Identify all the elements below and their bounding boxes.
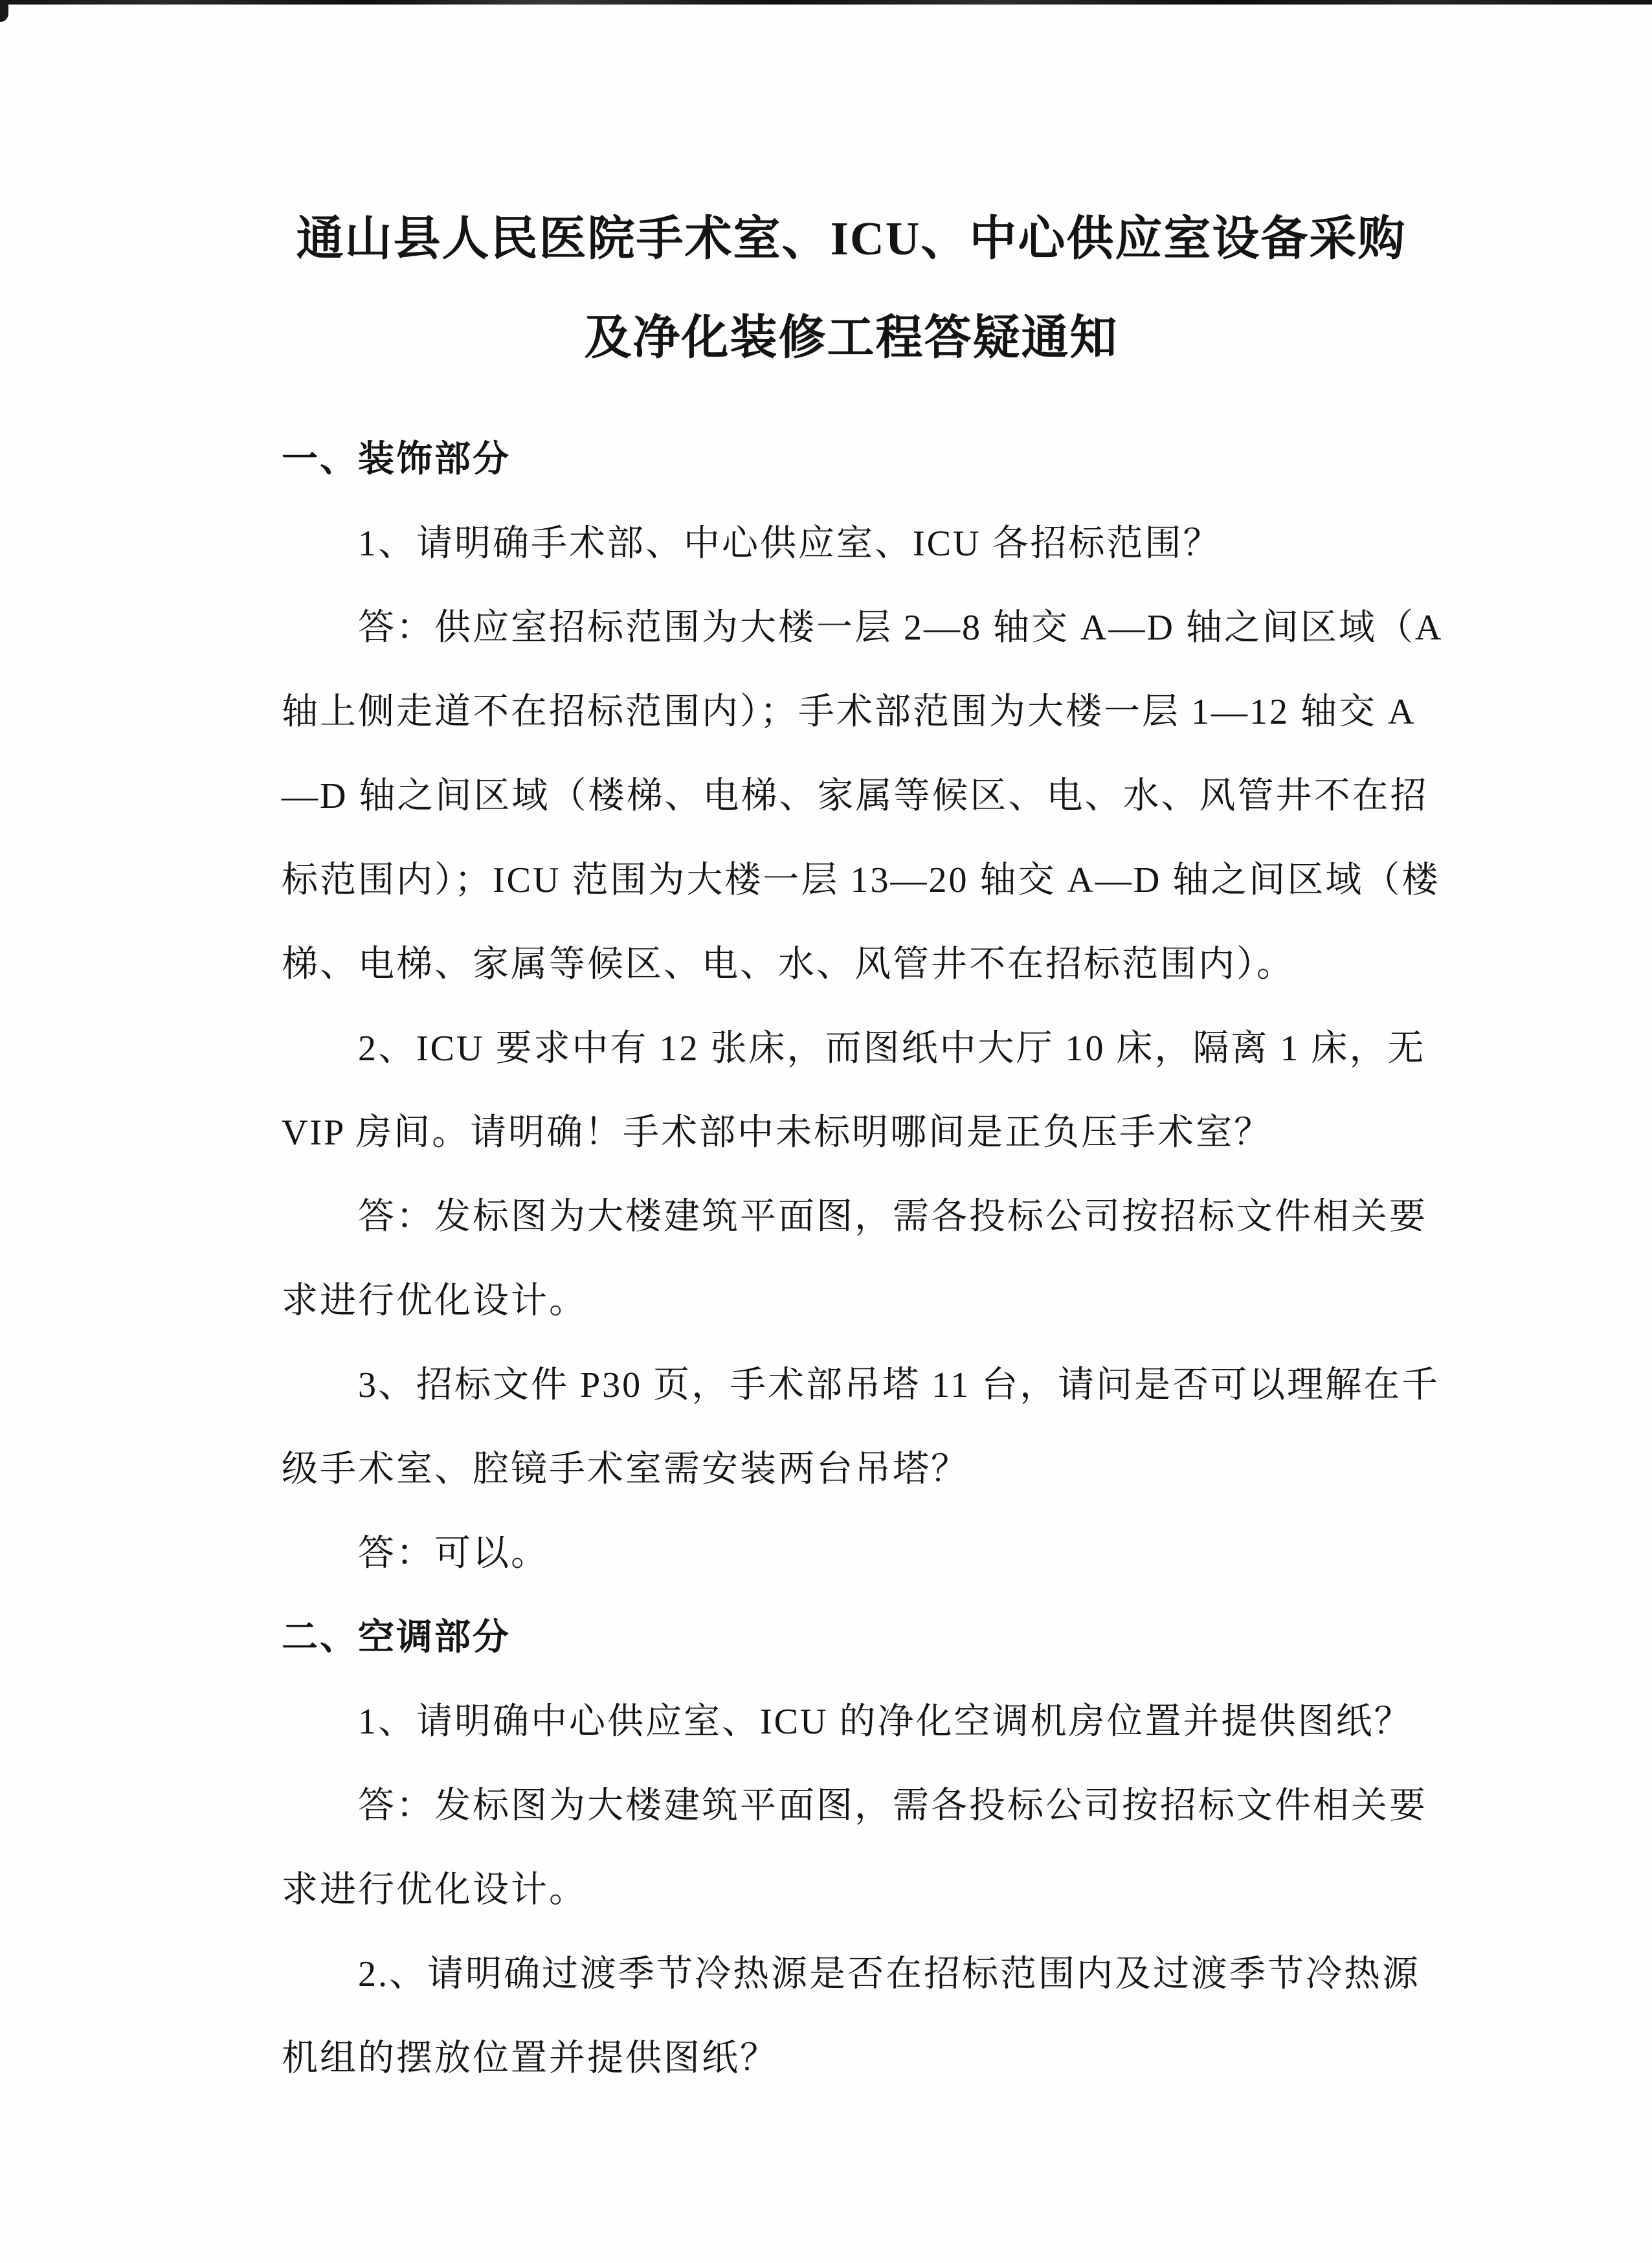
s2-answer-1-line-1: 答：发标图为大楼建筑平面图，需各投标公司按招标文件相关要 [358, 1786, 1427, 1826]
s2-question-2-line-2: 机组的摆放位置并提供图纸？ [282, 2038, 778, 2079]
s1-question-3-line-1: 3、招标文件 P30 页，手术部吊塔 11 台，请问是否可以理解在千 [358, 1365, 1440, 1405]
s2-question-2-line-1: 2.、请明确过渡季节冷热源是否在招标范围内及过渡季节冷热源 [358, 1954, 1420, 1994]
scanner-corner-artifact [0, 0, 8, 22]
s1-answer-1-line-1: 答：供应室招标范围为大楼一层 2—8 轴交 A—D 轴之间区域（A [358, 608, 1444, 648]
s1-answer-2-line-2: 求进行优化设计。 [282, 1281, 587, 1321]
document-body [282, 418, 1444, 2101]
s1-question-3-line-2: 级手术室、腔镜手术室需安装两台吊塔？ [282, 1449, 969, 1489]
section-1-heading: 一、装饰部分 [282, 440, 511, 480]
s1-question-1: 1、请明确手术部、中心供应室、ICU 各招标范围？ [358, 524, 1222, 564]
s1-answer-1-line-3: —D 轴之间区域（楼梯、电梯、家属等候区、电、水、风管井不在招 [282, 776, 1429, 816]
s2-question-1: 1、请明确中心供应室、ICU 的净化空调机房位置并提供图纸？ [358, 1702, 1412, 1742]
s1-answer-1-line-4: 标范围内）；ICU 范围为大楼一层 13—20 轴交 A—D 轴之间区域（楼 [282, 860, 1440, 900]
s1-question-2-line-1: 2、ICU 要求中有 12 张床，而图纸中大厅 10 床，隔离 1 床，无 [358, 1029, 1426, 1069]
section-2-heading: 二、空调部分 [282, 1618, 511, 1658]
s1-answer-1-line-2: 轴上侧走道不在招标范围内）；手术部范围为大楼一层 1—12 轴交 A [282, 692, 1416, 732]
s1-question-2-line-2: VIP 房间。请明确！手术部中未标明哪间是正负压手术室？ [282, 1113, 1273, 1153]
document-title-line-2: 及净化装修工程答疑通知 [584, 311, 1119, 364]
s2-answer-1-line-2: 求进行优化设计。 [282, 1870, 587, 1910]
document-content [282, 0, 1444, 2101]
document-title-line-1: 通山县人民医院手术室、ICU、中心供应室设备采购 [296, 212, 1407, 265]
document-title [282, 189, 1421, 387]
s1-answer-1-line-5: 梯、电梯、家属等候区、电、水、风管井不在招标范围内）。 [282, 944, 1295, 985]
s1-answer-3: 答：可以。 [358, 1533, 549, 1574]
s1-answer-2-line-1: 答：发标图为大楼建筑平面图，需各投标公司按招标文件相关要 [358, 1197, 1427, 1237]
